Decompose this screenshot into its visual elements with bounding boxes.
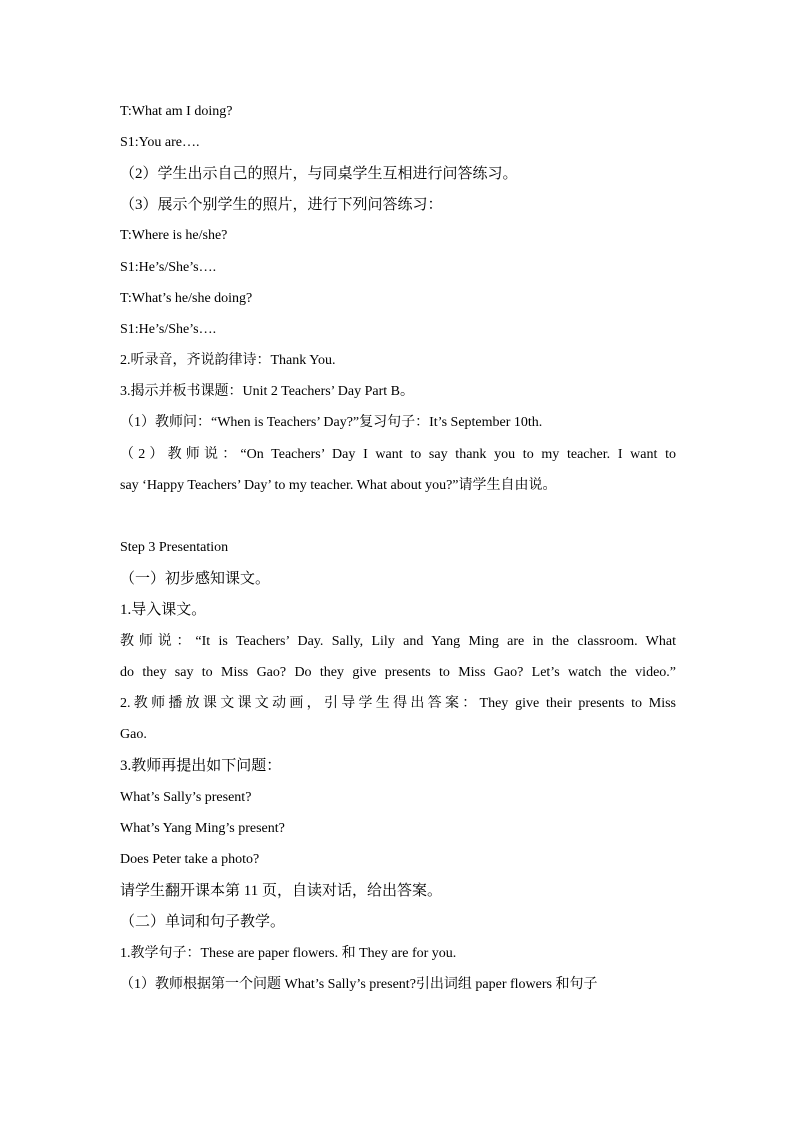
- text-line-20: Gao.: [120, 727, 147, 742]
- text-line-27: 1.教学句子：These are paper flowers. 和 They are for you.: [120, 946, 457, 961]
- text-line-2: S1:You are….: [120, 135, 200, 150]
- text-line-11: （1）教师问：“When is Teachers’ Day?”复习句子：It’s September 10th.: [120, 415, 543, 430]
- text-line-12: （2）教师说：“On Teachers’ Day I want to say thank you to my teacher. I want to: [120, 447, 676, 462]
- text-line-5: T:Where is he/she?: [120, 228, 228, 243]
- text-line-4: （3）展示个别学生的照片，进行下列问答练习：: [120, 197, 443, 213]
- text-line-10: 3.揭示并板书课题：Unit 2 Teachers’ Day Part B。: [120, 384, 415, 399]
- text-line-26: （二）单词和句子教学。: [120, 914, 286, 930]
- text-line-17: 教师说：“It is Teachers’ Day. Sally, Lily and Yang Ming are in the classroom. What: [120, 634, 676, 649]
- text-line-3: （2）学生出示自己的照片，与同桌学生互相进行问答练习。: [120, 166, 518, 182]
- text-line-7: T:What’s he/she doing?: [120, 291, 253, 306]
- text-line-16: 1.导入课文。: [120, 602, 207, 618]
- text-line-22: What’s Sally’s present?: [120, 790, 252, 805]
- section-heading: Step 3 Presentation: [120, 540, 229, 555]
- text-line-13: say ‘Happy Teachers’ Day’ to my teacher. What about you?”请学生自由说。: [120, 478, 557, 493]
- text-line-28: （1）教师根据第一个问题 What’s Sally’s present?引出词组 paper flowers 和句子: [120, 977, 598, 992]
- text-line-21: 3.教师再提出如下问题：: [120, 758, 282, 774]
- text-line-19: 2.教师播放课文课文动画，引导学生得出答案：They give their presents to Miss: [120, 696, 676, 711]
- text-line-8: S1:He’s/She’s….: [120, 322, 217, 337]
- text-line-24: Does Peter take a photo?: [120, 852, 260, 867]
- text-line-25: 请学生翻开课本第 11 页，自读对话，给出答案。: [120, 883, 442, 899]
- text-line-23: What’s Yang Ming’s present?: [120, 821, 285, 836]
- text-line-1: T:What am I doing?: [120, 104, 233, 119]
- text-line-15: （一）初步感知课文。: [120, 571, 271, 587]
- text-line-6: S1:He’s/She’s….: [120, 260, 217, 275]
- text-line-9: 2.听录音，齐说韵律诗：Thank You.: [120, 353, 336, 368]
- text-line-18: do they say to Miss Gao? Do they give presents to Miss Gao? Let’s watch the video.”: [120, 665, 676, 680]
